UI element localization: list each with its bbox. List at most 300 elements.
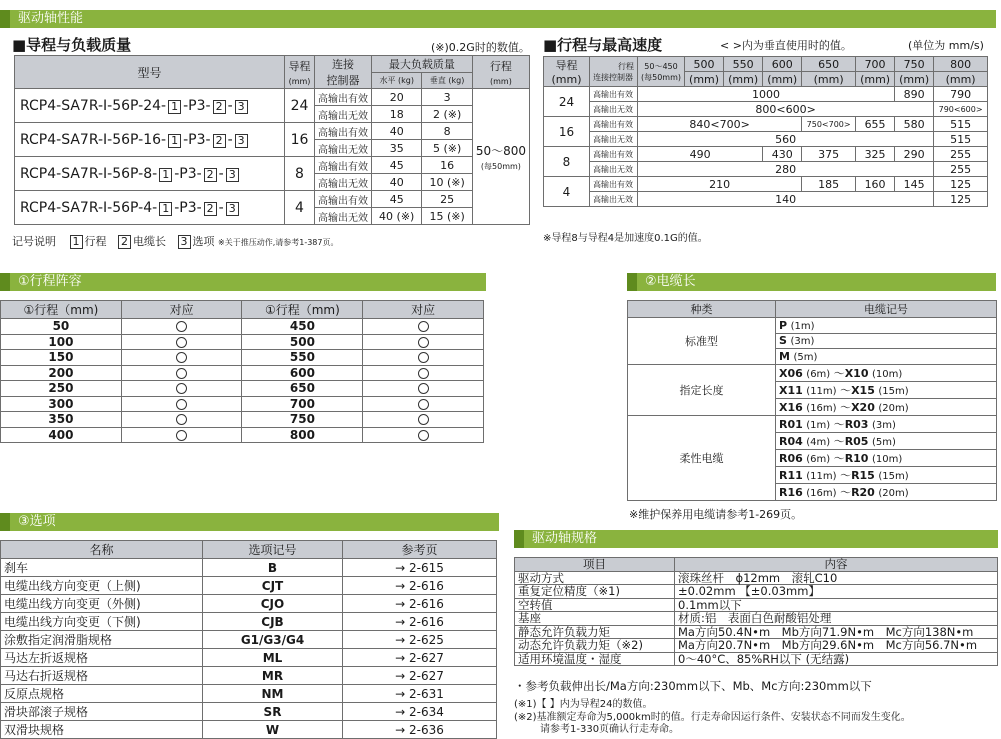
opt-ref[interactable]: → 2-616 — [343, 577, 497, 595]
h-name: 名称 — [1, 541, 203, 559]
code: R03 — [844, 417, 869, 431]
ok-cell — [121, 365, 242, 381]
load-note: (※)0.2G时的数值。 — [431, 41, 530, 54]
legend-3: 选项 — [192, 235, 215, 248]
len: (16m) — [806, 402, 837, 414]
h-ref: 参考页 — [343, 541, 497, 559]
load-title: ■导程与负载质量 — [12, 36, 132, 54]
ctrl-lo: 高输出无效 — [315, 106, 372, 123]
stroke-step: (每50mm) — [480, 161, 521, 171]
spec-note-2: (※1)【 】内为导程24的数值。 — [514, 699, 653, 710]
len: (1m) — [790, 320, 815, 332]
stroke-table — [0, 300, 484, 443]
lead-16: 16 — [285, 123, 315, 157]
len: (20m) — [878, 402, 909, 414]
options-bar-title: ③选项 — [18, 514, 56, 529]
type-spec: 指定长度 — [628, 364, 776, 415]
circle-icon — [418, 399, 429, 410]
opt-ref[interactable]: → 2-627 — [343, 667, 497, 685]
code: X16 — [779, 400, 803, 414]
h-code: 选项记号 — [203, 541, 343, 559]
tilde: ～ — [833, 434, 845, 448]
opt-ref[interactable]: → 2-616 — [343, 613, 497, 631]
h-content: 内容 — [675, 558, 998, 572]
v-val: 5 (※) — [422, 140, 472, 157]
opt-code: NM — [203, 685, 343, 703]
col-lead-unit: (mm) — [288, 76, 311, 86]
speed-16-hi-750: 580 — [895, 117, 934, 132]
opt-name: 电缆出线方向变更（下侧) — [1, 613, 203, 631]
opt-name: 电缆出线方向变更（外侧) — [1, 595, 203, 613]
len: (15m) — [878, 470, 909, 482]
speed-4-hi-700: 160 — [856, 177, 895, 192]
h-unit: (mm) — [724, 72, 763, 87]
circle-icon — [418, 430, 429, 441]
stroke-left: 350 — [1, 412, 122, 428]
spec-item: 空转值 — [515, 598, 675, 612]
len: (11m) — [806, 470, 837, 482]
speed-unit: (单位为 mm/s) — [908, 39, 984, 52]
opt-ref[interactable]: → 2-615 — [343, 559, 497, 577]
len: (10m) — [871, 453, 903, 465]
len: (5m) — [793, 351, 818, 363]
speed-8-hi-700: 325 — [856, 147, 895, 162]
len: (20m) — [878, 487, 909, 499]
ok-cell — [363, 319, 484, 335]
ctrl-lo: 高输出无效 — [315, 140, 372, 157]
mark-2: 2 — [204, 168, 217, 182]
lead-4: 4 — [285, 191, 315, 225]
spec-item: 驱动方式 — [515, 571, 675, 585]
circle-icon — [176, 414, 187, 425]
mark-1: 1 — [159, 168, 172, 182]
speed-4-hi-650: 185 — [802, 177, 856, 192]
h-val: 40 (※) — [372, 208, 422, 225]
opt-name: 电缆出线方向变更（上侧) — [1, 577, 203, 595]
speed-table — [543, 56, 988, 207]
h-550: 550 — [724, 57, 763, 72]
tilde: ～ — [840, 468, 852, 482]
speed-16-hi-800: 515 — [934, 117, 988, 132]
mark-2: 2 — [213, 134, 226, 148]
code: X11 — [779, 383, 803, 397]
v-val: 16 — [422, 157, 472, 174]
model-8: RCP4-SA7R-I-56P-8- 1 -P3- 2 - 3 — [15, 157, 285, 191]
cable-code — [776, 381, 997, 398]
mark-3: 3 — [235, 100, 248, 114]
h-lead — [544, 57, 590, 87]
ctrl-lo: 高输出无效 — [315, 208, 372, 225]
speed-8-hi: 490 — [638, 147, 763, 162]
ok-cell — [121, 412, 242, 428]
stroke-right: 550 — [242, 350, 363, 366]
ctrl-hi: 高输出有效 — [315, 89, 372, 106]
ok-cell — [363, 365, 484, 381]
h-800: 800 — [934, 57, 988, 72]
ctrl-hi: 高输出有效 — [590, 177, 638, 192]
code: R05 — [844, 434, 869, 448]
speed-note: < >内为垂直使用时的值。 — [720, 39, 852, 52]
cable-bar — [627, 273, 996, 291]
speed-4-hi-750: 145 — [895, 177, 934, 192]
h-lead-label: 导程 — [555, 59, 578, 72]
lead-24: 24 — [544, 87, 590, 117]
stroke-right: 450 — [242, 319, 363, 335]
opt-code: MR — [203, 667, 343, 685]
legend-mark-1: 1 — [70, 235, 83, 249]
mark-2: 2 — [213, 100, 226, 114]
speed-title: ■行程与最高速度 — [543, 36, 663, 54]
legend-2: 电缆长 — [133, 235, 166, 248]
model-prefix: RCP4-SA7R-I-56P-16- — [20, 131, 167, 148]
spec-item: 重复定位精度（※1) — [515, 585, 675, 599]
opt-name: 马达左折返规格 — [1, 649, 203, 667]
code: X20 — [851, 400, 875, 414]
ctrl-lo: 高输出无效 — [590, 192, 638, 207]
type-flex: 柔性电缆 — [628, 415, 776, 500]
code: R06 — [779, 451, 803, 465]
ok-cell — [363, 412, 484, 428]
h-700: 700 — [856, 57, 895, 72]
mark-1: 1 — [159, 202, 172, 216]
circle-icon — [418, 321, 429, 332]
legend-1: 行程 — [84, 235, 107, 248]
speed-8-hi-800: 255 — [934, 147, 988, 162]
stroke-left: 250 — [1, 381, 122, 397]
circle-icon — [176, 383, 187, 394]
h-unit: (mm) — [934, 72, 988, 87]
model-prefix: RCP4-SA7R-I-56P-24- — [20, 97, 167, 114]
spec-value: 滚珠丝杆 ϕ12mm 滚轧C10 — [675, 571, 998, 585]
col-stroke-label: 行程 — [489, 59, 512, 73]
h-stroke-l: ①行程（mm) — [1, 301, 122, 319]
options-table — [0, 540, 497, 739]
ctrl-lo: 高输出无效 — [590, 162, 638, 177]
cable-code — [776, 364, 997, 381]
tilde: ～ — [840, 383, 852, 397]
lead-16: 16 — [544, 117, 590, 147]
ctrl-hi: 高输出有效 — [315, 191, 372, 208]
stroke-left: 400 — [1, 427, 122, 443]
model-mid: -P3- — [183, 97, 211, 114]
spec-value: Ma方向20.7N•m Mb方向29.6N•m Mc方向56.7N•m — [675, 639, 998, 653]
circle-icon — [176, 368, 187, 379]
options-bar — [0, 513, 499, 531]
opt-ref[interactable]: → 2-636 — [343, 721, 497, 739]
lead-8: 8 — [544, 147, 590, 177]
opt-name: 双滑块规格 — [1, 721, 203, 739]
speed-24-hi: 1000 — [638, 87, 895, 102]
model-24: RCP4-SA7R-I-56P-24- 1 -P3- 2 - 3 — [15, 89, 285, 123]
stroke-right: 750 — [242, 412, 363, 428]
len: (10m) — [872, 368, 903, 380]
tilde: ～ — [833, 366, 845, 380]
type-std: 标准型 — [628, 318, 776, 365]
len: (15m) — [878, 385, 909, 397]
tilde: ～ — [840, 400, 852, 414]
opt-name: 马达右折返规格 — [1, 667, 203, 685]
opt-code: B — [203, 559, 343, 577]
speed-4-hi-800: 125 — [934, 177, 988, 192]
h-first-sub: (每50mm) — [641, 72, 682, 82]
h-stroke-r: ①行程（mm) — [242, 301, 363, 319]
h-type: 种类 — [628, 301, 776, 318]
col-stroke — [472, 56, 529, 89]
cable-code — [776, 398, 997, 415]
legend — [12, 233, 339, 249]
stroke-right: 500 — [242, 334, 363, 350]
ok-cell — [121, 381, 242, 397]
header-bar — [0, 10, 996, 28]
h-val: 45 — [372, 191, 422, 208]
col-ctrl-label: 连接 — [332, 58, 354, 71]
col-max: 最大负载质量 — [372, 56, 473, 73]
tilde: ～ — [833, 451, 845, 465]
ctrl-lo: 高输出无效 — [590, 102, 638, 117]
opt-name: 刹车 — [1, 559, 203, 577]
model-prefix: RCP4-SA7R-I-56P-4- — [20, 199, 158, 216]
speed-24-hi-750: 890 — [895, 87, 934, 102]
opt-ref[interactable]: → 2-616 — [343, 595, 497, 613]
speed-24-lo-800: 790<600> — [934, 102, 988, 117]
legend-label: 记号说明 — [12, 235, 56, 248]
h-unit: (mm) — [856, 72, 895, 87]
ok-cell — [363, 334, 484, 350]
speed-4-lo-800: 125 — [934, 192, 988, 207]
opt-code: G1/G3/G4 — [203, 631, 343, 649]
stroke-bar — [0, 273, 486, 291]
header-title: 驱动轴性能 — [18, 11, 84, 26]
ctrl-lo: 高输出无效 — [590, 132, 638, 147]
stroke-right: 600 — [242, 365, 363, 381]
len: (16m) — [806, 487, 837, 499]
h-stroke: 行程 — [618, 61, 634, 71]
opt-code: CJO — [203, 595, 343, 613]
h-ok-l: 对应 — [121, 301, 242, 319]
lead-8: 8 — [285, 157, 315, 191]
ok-cell — [363, 350, 484, 366]
stroke-right: 700 — [242, 396, 363, 412]
tilde: ～ — [840, 485, 852, 499]
ok-cell — [363, 381, 484, 397]
h-val: 45 — [372, 157, 422, 174]
opt-code: ML — [203, 649, 343, 667]
len: (5m) — [871, 436, 896, 448]
spec-value: 0～40°C、85%RH以下 (无结露) — [675, 652, 998, 666]
spec-value: 0.1mm以下 — [675, 598, 998, 612]
spec-value: 材质:铝 表面白色耐酸铝处理 — [675, 612, 998, 626]
spec-note-3: (※2)基准额定寿命为5,000km时的值。行走寿命因运行条件、安装状态不同而发生变化。 — [514, 712, 911, 723]
v-val: 8 — [422, 123, 472, 140]
h-val: 35 — [372, 140, 422, 157]
mark-3: 3 — [226, 202, 239, 216]
stroke-left: 100 — [1, 334, 122, 350]
circle-icon — [418, 337, 429, 348]
code: R10 — [844, 451, 869, 465]
stroke-range: 50～800 — [475, 143, 526, 158]
h-first-label: 50～450 — [644, 61, 678, 71]
load-table — [14, 55, 530, 225]
cable-code — [776, 318, 997, 334]
h-lead-unit: (mm) — [551, 73, 582, 86]
speed-8-hi-600: 430 — [763, 147, 802, 162]
speed-24-hi-800: 790 — [934, 87, 988, 102]
circle-icon — [418, 368, 429, 379]
speed-16-hi: 840<700> — [638, 117, 802, 132]
ctrl-hi: 高输出有效 — [590, 147, 638, 162]
h-ctrl: 连接控制器 — [593, 72, 633, 82]
circle-icon — [418, 414, 429, 425]
h-500: 500 — [685, 57, 724, 72]
opt-ref[interactable]: → 2-627 — [343, 649, 497, 667]
cable-table — [627, 300, 997, 501]
cable-code — [776, 415, 997, 432]
v-val: 25 — [422, 191, 472, 208]
circle-icon — [176, 352, 187, 363]
speed-4-lo: 140 — [638, 192, 934, 207]
opt-code: SR — [203, 703, 343, 721]
model-prefix: RCP4-SA7R-I-56P-8- — [20, 165, 158, 182]
code: X10 — [844, 366, 869, 380]
speed-8-lo-800: 255 — [934, 162, 988, 177]
spec-note-4: 请参考1-330页确认行走寿命。 — [540, 724, 680, 735]
circle-icon — [176, 430, 187, 441]
legend-mark-3: 3 — [178, 235, 191, 249]
speed-16-hi-650: 750<700> — [802, 117, 856, 132]
spec-bar — [514, 530, 998, 548]
h-600: 600 — [763, 57, 802, 72]
v-val: 2 (※) — [422, 106, 472, 123]
col-h: 水平 (kg) — [372, 73, 422, 89]
stroke-right: 800 — [242, 427, 363, 443]
mark-2: 2 — [204, 202, 217, 216]
model-16: RCP4-SA7R-I-56P-16- 1 -P3- 2 - 3 — [15, 123, 285, 157]
code: M — [779, 349, 790, 363]
ok-cell — [363, 396, 484, 412]
ok-cell — [363, 427, 484, 443]
spec-item: 静态允许负载力矩 — [515, 625, 675, 639]
cable-note: ※维护保养用电缆请参考1-269页。 — [629, 508, 803, 521]
len: (6m) — [806, 453, 831, 465]
len: (4m) — [806, 436, 831, 448]
opt-code: W — [203, 721, 343, 739]
len: (3m) — [871, 419, 896, 431]
opt-code: CJT — [203, 577, 343, 595]
speed-4-hi: 210 — [638, 177, 802, 192]
lead-4: 4 — [544, 177, 590, 207]
col-lead-label: 导程 — [288, 59, 311, 73]
tilde: ～ — [833, 417, 845, 431]
v-val: 3 — [422, 89, 472, 106]
col-ctrl-label2: 控制器 — [326, 74, 360, 87]
code: R04 — [779, 434, 803, 448]
code: R01 — [779, 417, 803, 431]
h-unit: (mm) — [763, 72, 802, 87]
cable-code — [776, 483, 997, 500]
circle-icon — [176, 321, 187, 332]
model-mid: -P3- — [174, 199, 202, 216]
spec-value: Ma方向50.4N•m Mb方向71.9N•m Mc方向138N•m — [675, 625, 998, 639]
opt-ref[interactable]: → 2-631 — [343, 685, 497, 703]
circle-icon — [418, 352, 429, 363]
h-first — [638, 57, 685, 87]
opt-ref[interactable]: → 2-634 — [343, 703, 497, 721]
speed-16-lo-800: 515 — [934, 132, 988, 147]
stroke-left: 200 — [1, 365, 122, 381]
opt-name: 反原点规格 — [1, 685, 203, 703]
speed-8-hi-650: 375 — [802, 147, 856, 162]
h-val: 40 — [372, 123, 422, 140]
ok-cell — [121, 350, 242, 366]
ctrl-lo: 高输出无效 — [315, 174, 372, 191]
h-val: 40 — [372, 174, 422, 191]
ctrl-hi: 高输出有效 — [590, 87, 638, 102]
code: S — [779, 334, 787, 348]
stroke-cell — [472, 89, 529, 225]
len: (1m) — [806, 419, 831, 431]
stroke-left: 300 — [1, 396, 122, 412]
model-mid: -P3- — [174, 165, 202, 182]
stroke-left: 50 — [1, 319, 122, 335]
mark-3: 3 — [235, 134, 248, 148]
code: R16 — [779, 485, 803, 499]
mark-1: 1 — [168, 100, 181, 114]
cable-code — [776, 449, 997, 466]
ctrl-hi: 高输出有效 — [315, 123, 372, 140]
legend-note: ※关于推压动作,请参考1-387页。 — [218, 238, 339, 247]
col-model: 型号 — [15, 56, 285, 89]
cable-code — [776, 466, 997, 483]
cable-code — [776, 333, 997, 349]
speed-8-lo: 280 — [638, 162, 934, 177]
spec-item: 适用环境温度・湿度 — [515, 652, 675, 666]
speed-16-lo: 560 — [638, 132, 934, 147]
code: R20 — [851, 485, 875, 499]
mark-1: 1 — [168, 134, 181, 148]
ok-cell — [121, 334, 242, 350]
spec-bar-title: 驱动轴规格 — [532, 531, 598, 546]
stroke-bar-title: ①行程阵容 — [18, 274, 82, 289]
speed-8-hi-750: 290 — [895, 147, 934, 162]
h-val: 18 — [372, 106, 422, 123]
code: X06 — [779, 366, 803, 380]
circle-icon — [418, 383, 429, 394]
len: (11m) — [806, 385, 837, 397]
circle-icon — [176, 337, 187, 348]
spec-table — [514, 557, 998, 666]
spec-value: ±0.02mm 【±0.03mm】 — [675, 585, 998, 599]
opt-ref[interactable]: → 2-625 — [343, 631, 497, 649]
h-unit: (mm) — [895, 72, 934, 87]
h-code: 电缆记号 — [776, 301, 997, 318]
code: P — [779, 318, 788, 332]
opt-code: CJB — [203, 613, 343, 631]
circle-icon — [176, 399, 187, 410]
len: (3m) — [790, 336, 815, 348]
h-ok-r: 对应 — [363, 301, 484, 319]
ctrl-hi: 高输出有效 — [315, 157, 372, 174]
code: R11 — [779, 468, 803, 482]
code: R15 — [851, 468, 875, 482]
col-ctrl — [315, 56, 372, 89]
ok-cell — [121, 319, 242, 335]
h-val: 20 — [372, 89, 422, 106]
h-650: 650 — [802, 57, 856, 72]
col-v: 垂直 (kg) — [422, 73, 472, 89]
stroke-left: 150 — [1, 350, 122, 366]
cable-code — [776, 349, 997, 365]
h-unit: (mm) — [802, 72, 856, 87]
